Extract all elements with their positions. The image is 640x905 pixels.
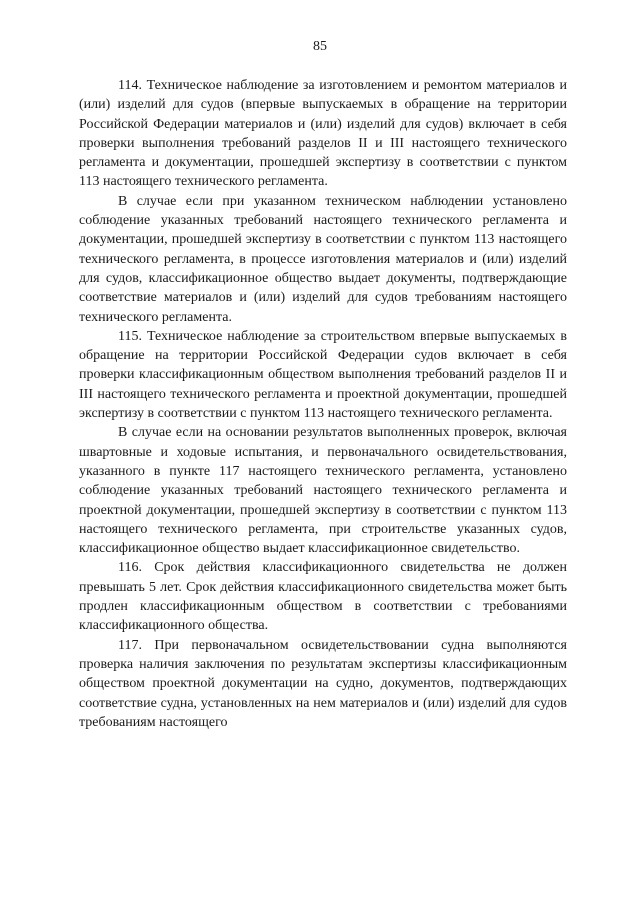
paragraph-117: 117. При первоначальном освидетельствовании судна выполняются проверка наличия заключения по результатам экспертизы классификационным обществом проектной документации на судно, документов, подтверждающих соответствие судна, установленных на нем материалов и (или) изделий для судов требованиям настоящего bbox=[79, 637, 567, 730]
page-number: 85 bbox=[313, 39, 327, 54]
paragraph-116: 116. Срок действия классификационного свидетельства не должен превышать 5 лет. Срок действия классификационного свидетельства может быть продлен классификационным обществом в соответствии с требованиями классификационного общества. bbox=[79, 560, 567, 634]
paragraph-114-continuation: В случае если при указанном техническом наблюдении установлено соблюдение указанных требований настоящего технического регламента и документации, прошедшей экспертизу в соответствии с пунктом 113 настоящего технического регламента, в процессе изготовления материалов и (или) изделий для судов, классификационное общество выдает документы, подтверждающие соответствие материалов и (или) изделий для судов требованиям настоящего технического регламента. bbox=[79, 193, 567, 325]
paragraph-114: 114. Техническое наблюдение за изготовлением и ремонтом материалов и (или) изделий для судов (впервые выпускаемых в обращение на территории Российской Федерации материалов и (или) изделий для судов) включает в себя проверки выполнения требований разделов II и III настоящего технического регламента и документации, прошедшей экспертизу в соответствии с пунктом 113 настоящего технического регламента. bbox=[79, 78, 567, 190]
document-body bbox=[79, 76, 567, 732]
paragraph-115-continuation: В случае если на основании результатов выполненных проверок, включая швартовные и ходовые испытания, и первоначального освидетельствования, указанного в пункте 117 настоящего технического регламента, установлено соблюдение указанных требований настоящего технического регламента и проектной документации, прошедшей экспертизу в соответствии с пунктом 113 настоящего технического регламента, при строительстве указанных судов, классификационное общество выдает классификационное свидетельство. bbox=[79, 425, 567, 557]
paragraph-115: 115. Техническое наблюдение за строительством впервые выпускаемых в обращение на территории Российской Федерации судов включает в себя проверки классификационным обществом выполнения требований разделов II и III настоящего технического регламента и проектной документации, прошедшей экспертизу в соответствии с пунктом 113 настоящего технического регламента. bbox=[79, 328, 567, 422]
